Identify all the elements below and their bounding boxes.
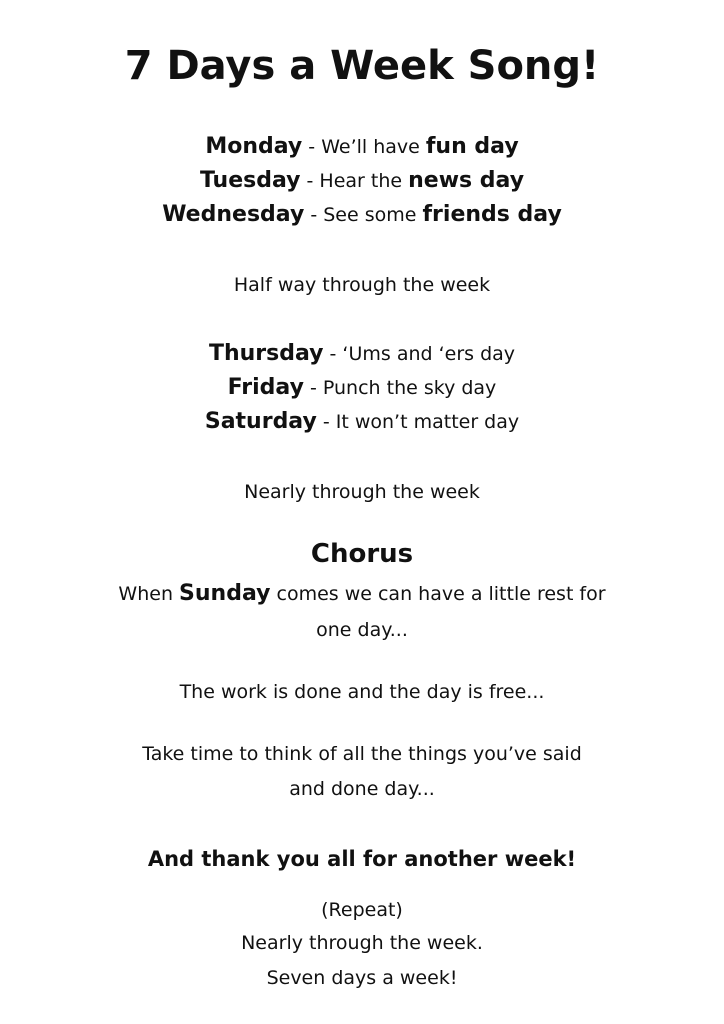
nearly-line: Nearly through the week <box>244 481 480 503</box>
day-name: Thursday <box>208 341 324 366</box>
day-name: Tuesday <box>199 168 301 193</box>
line-text: - We’ll have <box>302 136 426 158</box>
chorus-line-think-cont: and done day... <box>289 778 435 800</box>
verse-line-tuesday <box>0 164 724 198</box>
day-name: Wednesday <box>162 202 305 227</box>
chorus-line-sunday <box>0 577 724 611</box>
line-text: - It won’t matter day <box>316 411 520 433</box>
day-name: Sunday <box>179 581 271 606</box>
verse-one <box>0 130 724 232</box>
line-emphasis: news day <box>408 168 525 193</box>
day-name: Monday <box>205 134 303 159</box>
verse-line-thursday <box>0 337 724 371</box>
song-title: 7 Days a Week Song! <box>124 43 600 89</box>
line-text: - Punch the sky day <box>303 377 497 399</box>
chorus-line-think: Take time to think of all the things you’ve said <box>142 743 582 765</box>
verse-line-wednesday <box>0 198 724 232</box>
repeat-label: (Repeat) <box>321 899 403 921</box>
chorus-line-sunday-cont: one day... <box>316 619 408 641</box>
line-text: - See some <box>304 204 423 226</box>
finale-line: And thank you all for another week! <box>147 847 577 871</box>
line-emphasis: fun day <box>425 134 519 159</box>
line-text: - ‘Ums and ‘ers day <box>323 343 516 365</box>
day-name: Friday <box>227 375 304 400</box>
verse-line-saturday <box>0 405 724 439</box>
line-text: When <box>118 583 180 605</box>
repeat-line-two: Seven days a week! <box>266 967 458 989</box>
repeat-line-one: Nearly through the week. <box>241 932 483 954</box>
verse-line-monday <box>0 130 724 164</box>
line-emphasis: friends day <box>422 202 562 227</box>
verse-two <box>0 337 724 439</box>
verse-line-friday <box>0 371 724 405</box>
line-text: comes we can have a little rest for <box>270 583 606 605</box>
day-name: Saturday <box>204 409 317 434</box>
line-text: - Hear the <box>300 170 409 192</box>
chorus-line-work: The work is done and the day is free... <box>179 681 545 703</box>
chorus-heading: Chorus <box>310 539 414 569</box>
halfway-line: Half way through the week <box>233 274 491 296</box>
